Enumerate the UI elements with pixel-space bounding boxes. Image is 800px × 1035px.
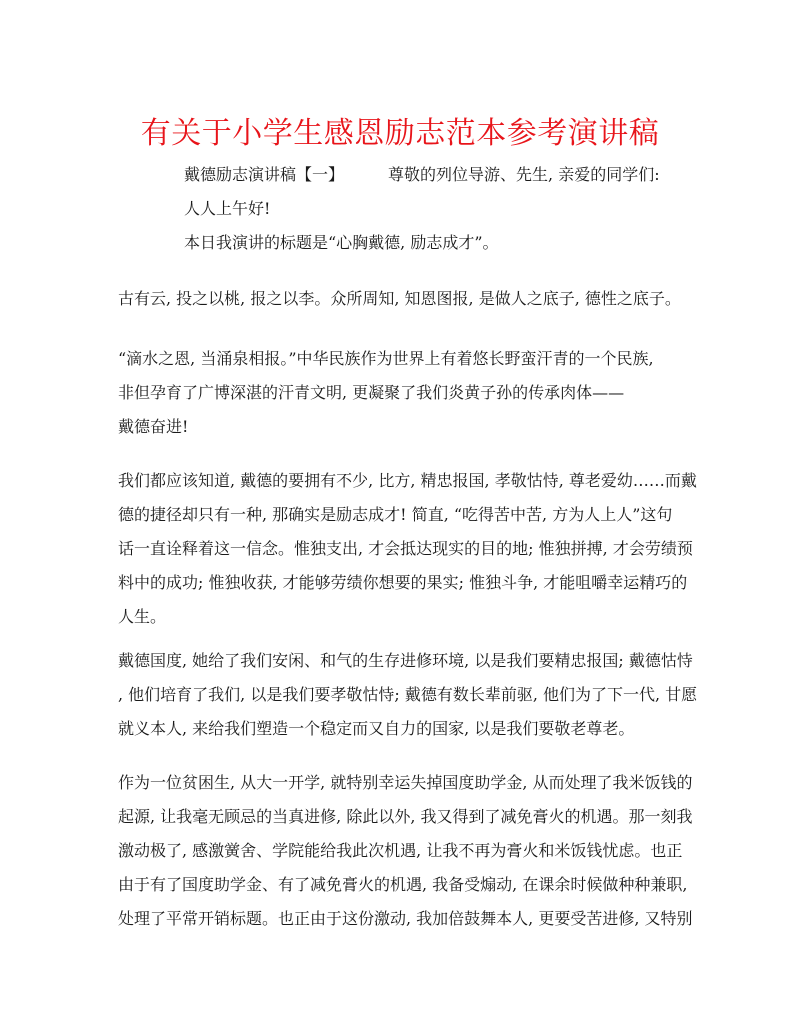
paragraph-line: , 他们培育了我们, 以是我们要孝敬怙恃; 戴德有数长辈前驱, 他们为了下一代, 甘愿: [118, 685, 698, 704]
speech-topic: 本日我演讲的标题是“心胸戴德, 励志成才”。: [184, 233, 499, 252]
greeting: 人人上午好!: [184, 199, 271, 218]
paragraph-line: 戴德国度, 她给了我们安闲、和气的生存进修环境, 以是我们要精忠报国; 戴德怙恃: [118, 651, 693, 670]
paragraph: [118, 464, 697, 634]
paragraph-line: 料中的成功; 惟独收获, 才能够劳绩你想要的果实; 惟独斗争, 才能咀嚼幸运精巧的: [118, 573, 688, 592]
paragraph-line: 起源, 让我毫无顾忌的当真进修, 除此以外, 我又得到了减免膏火的机遇。那一刻我: [118, 807, 693, 826]
paragraph-line: 处理了平常开销标题。也正由于这份激动, 我加倍鼓舞本人, 更要受苦进修, 又特别: [118, 909, 693, 928]
paragraph: [118, 644, 698, 746]
paragraph: [118, 282, 688, 316]
speech-heading: 戴德励志演讲稿【一】: [184, 165, 345, 184]
paragraph-line: 非但孕育了广博深湛的汗青文明, 更凝聚了我们炎黄子孙的传承肉体——: [118, 383, 625, 402]
salutation: 尊敬的列位导游、先生, 亲爱的同学们:: [388, 165, 660, 184]
paragraph-line: 激动极了, 感激黉舍、学院能给我此次机遇, 让我不再为膏火和米饭钱忧虑。也正: [118, 841, 683, 860]
paragraph-line: 由于有了国度助学金、有了减免膏火的机遇, 我备受煽动, 在课余时候做种种兼职,: [118, 875, 688, 894]
paragraph-line: 戴德奋进!: [118, 417, 189, 436]
paragraph-line: 人生。: [118, 607, 167, 626]
paragraph-line: 我们都应该知道, 戴德的要拥有不少, 比方, 精忠报国, 孝敬怙恃, 尊老爱幼……而戴: [118, 471, 697, 490]
paragraph-line: 德的捷径却只有一种, 那确实是励志成才! 简直, “吃得苦中苦, 方为人上人”这句: [118, 505, 673, 524]
paragraph-line: 就义本人, 来给我们塑造一个稳定而又自力的国家, 以是我们要敬老尊老。: [118, 719, 635, 738]
paragraph: [118, 342, 688, 444]
intro-line-1: [184, 162, 660, 185]
paragraph-line: “滴水之恩, 当涌泉相报。”中华民族作为世界上有着悠长野蛮汗青的一个民族,: [118, 349, 654, 368]
page-title: 有关于小学生感恩励志范本参考演讲稿: [140, 116, 660, 151]
paragraph-line: 古有云, 投之以桃, 报之以李。众所周知, 知恩图报, 是做人之底子, 德性之底子。: [118, 289, 681, 308]
paragraph-line: 作为一位贫困生, 从大一开学, 就特别幸运失掉国度助学金, 从而处理了我米饭钱的: [118, 773, 693, 792]
paragraph-line: 话一直诠释着这一信念。惟独支出, 才会抵达现实的目的地; 惟独拼搏, 才会劳绩预: [118, 539, 693, 558]
paragraph: [118, 766, 693, 936]
